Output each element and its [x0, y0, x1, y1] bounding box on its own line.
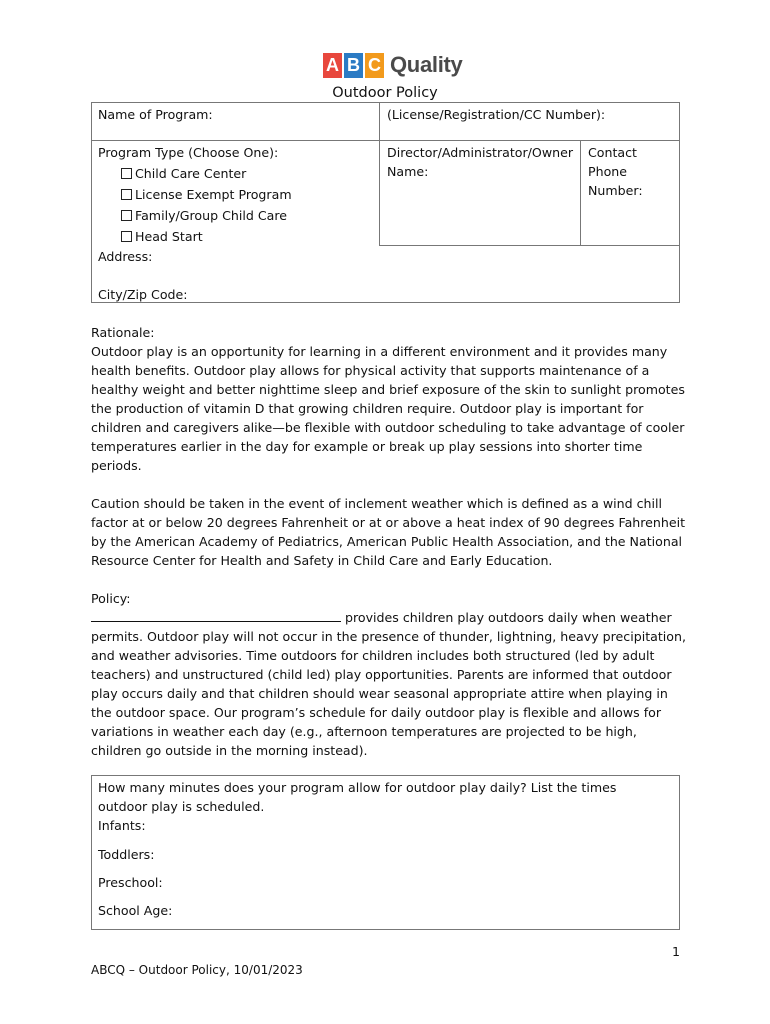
logo-letter-a: A	[323, 53, 342, 78]
option-child-care-center[interactable]: Child Care Center	[121, 164, 246, 184]
policy-section	[91, 589, 691, 760]
option-license-exempt[interactable]: License Exempt Program	[121, 185, 292, 205]
city-zip-label: City/Zip Code:	[98, 287, 188, 302]
rationale-section	[91, 323, 691, 475]
infants-label: Infants:	[98, 818, 146, 833]
page-title: Outdoor Policy	[332, 85, 438, 101]
option-family-group[interactable]: Family/Group Child Care	[121, 206, 287, 226]
logo-word: Quality	[390, 52, 463, 77]
preschool-label: Preschool:	[98, 875, 163, 890]
school-age-label: School Age:	[98, 903, 173, 918]
option-head-start[interactable]: Head Start	[121, 227, 203, 247]
director-name-label: Director/Administrator/Owner Name:	[387, 145, 574, 179]
minutes-question: How many minutes does your program allow for outdoor play daily? List the times outdoor play is scheduled.	[98, 780, 617, 814]
caution-paragraph: Caution should be taken in the event of inclement weather which is defined as a wind chill factor at or below 20 degrees Fahrenheit or at or above a heat index of 90 degrees Fahrenheit by the American Academy of Pediatrics, American Public Health Association, and the National Resource Center for Health and Safety in Child Care and Early Education.	[91, 496, 686, 568]
policy-text: provides children play outdoors daily when weather permits. Outdoor play will not occur in the presence of thunder, lightning, heavy precipitation, and weather advisories. Time outdoors for children includes both structured (led by adult teachers) and unstructured (child led) play opportunities. Parents are informed that outdoor play occurs daily and that children should wear seasonal appropriate attire when playing in the outdoor space. Our program’s schedule for daily outdoor play is flexible and allows for variations in weather each day (e.g., afternoon temperatures are projected to be high, children go outside in the morning instead).	[91, 610, 686, 758]
toddlers-label: Toddlers:	[98, 847, 155, 862]
abc-quality-logo	[323, 52, 462, 78]
logo-letter-b: B	[344, 53, 363, 78]
rationale-paragraph-1: Outdoor play is an opportunity for learning in a different environment and it provides many health benefits. Outdoor play allows for physical activity that supports maintenance of a healthy weight and better nighttime sleep and brief exposure of the skin to sunlight promotes the production of vitamin D that growing children require. Outdoor play is important for children and caregivers alike—be flexible with outdoor scheduling to take advantage of cooler temperatures earlier in the day for example or break up play sessions into shorter time periods.	[91, 344, 685, 473]
policy-heading: Policy:	[91, 591, 131, 606]
checkbox[interactable]	[121, 231, 132, 242]
program-type-label: Program Type (Choose One):	[98, 145, 279, 160]
checkbox[interactable]	[121, 210, 132, 221]
footer-text: ABCQ – Outdoor Policy, 10/01/2023	[91, 963, 303, 977]
program-name-blank[interactable]	[91, 609, 341, 622]
page-number: 1	[672, 944, 681, 959]
contact-phone-label: Contact Phone Number:	[588, 145, 643, 198]
license-number-label: (License/Registration/CC Number):	[387, 107, 606, 122]
logo-letter-c: C	[365, 53, 384, 78]
address-label: Address:	[98, 249, 153, 264]
checkbox[interactable]	[121, 189, 132, 200]
program-name-label: Name of Program:	[98, 107, 213, 122]
checkbox[interactable]	[121, 168, 132, 179]
rationale-heading: Rationale:	[91, 325, 155, 340]
